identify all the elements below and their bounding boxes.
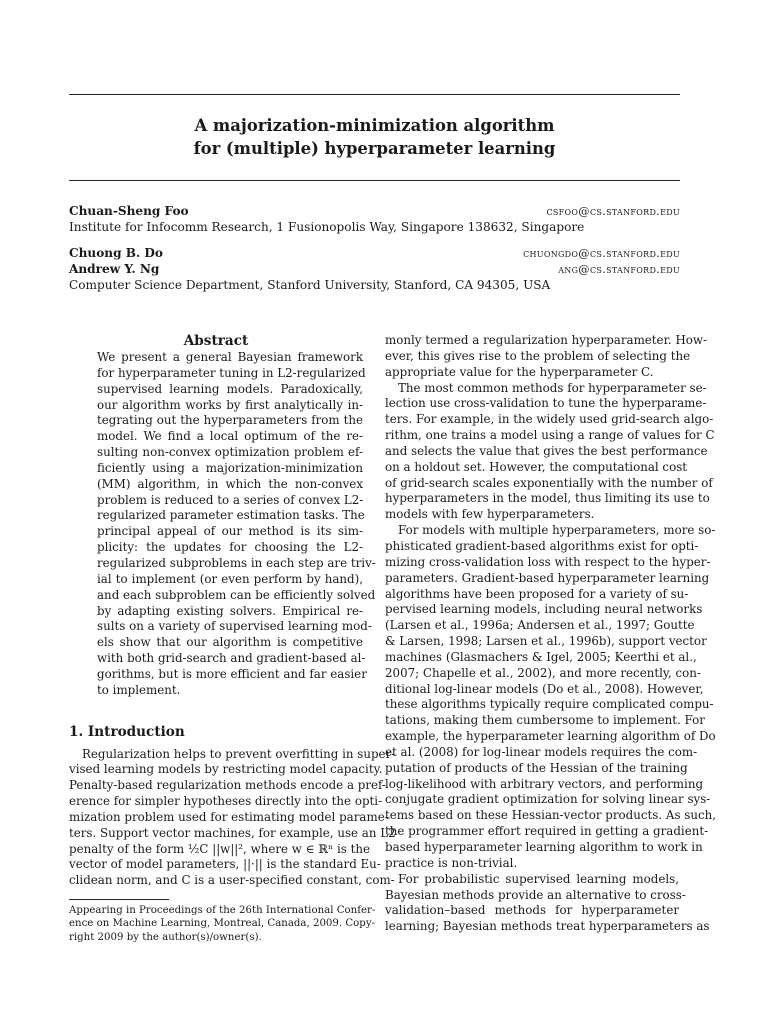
abstract-body [69,350,376,699]
text-line: ters. For example, in the widely used grid-search algo- [385,412,714,427]
right-column [385,333,717,935]
text-line: clidean norm, and C is a user-specified constant, com- [69,873,395,888]
text-line: et al. (2008) for log-linear models requires the com- [385,744,698,759]
text-line: for hyperparameter tuning in L2-regularized [97,365,366,380]
text-line: vector of model parameters, ||·|| is the standard Eu- [69,857,381,872]
text-line: sults on a variety of supervised learning mod- [97,619,372,634]
introduction-body [69,746,396,890]
text-line: tations, making them cumbersome to implement. For [385,713,705,728]
text-line: regularized parameter estimation tasks. The [97,508,365,523]
text-line: monly termed a regularization hyperparameter. How- [385,333,708,347]
text-line: The most common methods for hyperparameter se- [398,380,707,395]
text-line: phisticated gradient-based algorithms exist for opti- [385,538,699,553]
section-heading: 1. Introduction [69,723,185,740]
text-line: hyperparameters in the model, thus limiting its use to [385,491,710,506]
text-line: supervised learning models. Paradoxically, [97,381,363,396]
text-line: example, the hyperparameter learning algorithm of Do [385,729,716,744]
title-line-2: for (multiple) hyperparameter learning [193,139,556,158]
text-line: right 2009 by the author(s)/owner(s). [69,931,262,943]
author-email: csfoo@cs.stanford.edu [546,204,680,218]
text-line: gorithms, but is more efficient and far easier [97,666,367,681]
text-line: appropriate value for the hyperparameter C. [385,364,654,379]
text-line: mizing cross-validation loss with respect to the hyper- [385,554,711,569]
text-line: For models with multiple hyperparameters, more so- [398,523,716,538]
title-line-1: A majorization-minimization algorithm [194,116,555,135]
text-line: penalty of the form ½C ||w||², where w ∈ ℝⁿ is the [69,841,370,856]
author-name: Chuan-Sheng Foo [69,204,189,218]
author-row [69,204,680,220]
text-line: the programmer effort required in getting a gradient- [385,824,709,839]
text-line: ence on Machine Learning, Montreal, Canada, 2009. Copy- [69,918,376,930]
text-line: Appearing in Proceedings of the 26th International Confer- [69,905,376,917]
text-line: ditional log-linear models (Do et al., 2008). However, [385,681,704,696]
text-line: problem is reduced to a series of convex L2- [97,492,364,507]
text-line: (MM) algorithm, in which the non-convex [97,476,363,491]
author-email: chuongdo@cs.stanford.edu [523,246,680,260]
text-line: on a holdout set. However, the computational cost [385,459,688,474]
text-line: Regularization helps to prevent overfitting in super- [82,746,396,761]
text-line: learning; Bayesian methods treat hyperparameters as [385,919,710,934]
left-column [69,333,396,944]
author-block [69,204,680,295]
text-line: of grid-search scales exponentially with the number of [385,475,713,490]
text-line: vised learning models by restricting model capacity. [69,762,383,777]
text-line: and selects the value that gives the best performance [385,443,708,458]
text-line: model. We find a local optimum of the re- [97,429,363,444]
text-line: these algorithms typically require complicated compu- [385,697,714,712]
abstract-heading: Abstract [183,333,249,349]
author-name: Chuong B. Do [69,246,163,260]
text-line: regularized subproblems in each step are triv- [97,555,376,570]
text-line: conjugate gradient optimization for solving linear sys- [385,792,711,807]
text-line: putation of products of the Hessian of the training [385,760,688,775]
text-line: with both grid-search and gradient-based al- [97,651,366,666]
text-line: models with few hyperparameters. [385,507,595,522]
text-line: ever, this gives rise to the problem of selecting the [385,348,691,363]
text-line: mization problem used for estimating model parame- [69,809,389,824]
text-line: and each subproblem can be efficiently solved [97,587,376,602]
text-line: tems based on these Hessian-vector products. As such, [385,808,717,823]
text-line: Penalty-based regularization methods encode a pref- [69,778,386,793]
paper-title [69,114,680,160]
text-line: els show that our algorithm is competitive [97,635,363,650]
text-line: to implement. [97,682,181,697]
text-line: rithm, one trains a model using a range of values for C [385,428,715,443]
author-name: Andrew Y. Ng [69,262,160,276]
text-line: machines (Glasmachers & Igel, 2005; Keerthi et al., [385,649,697,664]
text-line: & Larsen, 1998; Larsen et al., 1996b), support vector [385,634,707,649]
text-line: algorithms have been proposed for a variety of su- [385,586,689,601]
top-rule [69,94,680,95]
text-line: parameters. Gradient-based hyperparameter learning [385,570,710,585]
text-line: sulting non-convex optimization problem ef- [97,445,363,460]
text-line: lection use cross-validation to tune the hyperparame- [385,396,707,411]
text-line: For probabilistic supervised learning models, [398,871,679,886]
text-line: erence for simpler hypotheses directly into the opti- [69,794,383,809]
affiliation: Institute for Infocomm Research, 1 Fusionopolis Way, Singapore 138632, Singapore [69,220,585,234]
text-line: Bayesian methods provide an alternative to cross- [385,887,686,902]
text-line: 2007; Chapelle et al., 2002), and more recently, con- [385,665,701,680]
text-line: (Larsen et al., 1996a; Andersen et al., 1997; Goutte [385,618,695,633]
text-line: by adapting existing solvers. Empirical re- [97,603,363,618]
text-line: practice is non-trivial. [385,855,518,870]
text-line: validation–based methods for hyperparameter [385,903,679,918]
text-line: based hyperparameter learning algorithm to work in [385,840,703,854]
text-line: We present a general Bayesian framework [97,350,363,364]
author-email: ang@cs.stanford.edu [558,262,680,276]
text-line: pervised learning models, including neural networks [385,602,703,617]
text-line: tegrating out the hyperparameters from the [97,413,363,428]
author-row [69,246,680,262]
author-row [69,262,680,278]
text-line: ial to implement (or even perform by hand), [97,571,363,586]
footnote [69,904,376,944]
affiliation: Computer Science Department, Stanford University, Stanford, CA 94305, USA [69,278,551,292]
text-line: log-likelihood with arbitrary vectors, and performing [385,776,704,791]
text-line: plicity: the updates for choosing the L2- [97,540,363,555]
title-bottom-rule [69,180,680,181]
text-line: principal appeal of our method is its sim- [97,524,363,539]
text-line: ficiently using a majorization-minimization [97,460,363,475]
text-line: our algorithm works by first analytically in- [97,397,363,412]
text-line: ters. Support vector machines, for example, use an L2 [69,825,396,840]
footnote-rule [69,899,169,900]
